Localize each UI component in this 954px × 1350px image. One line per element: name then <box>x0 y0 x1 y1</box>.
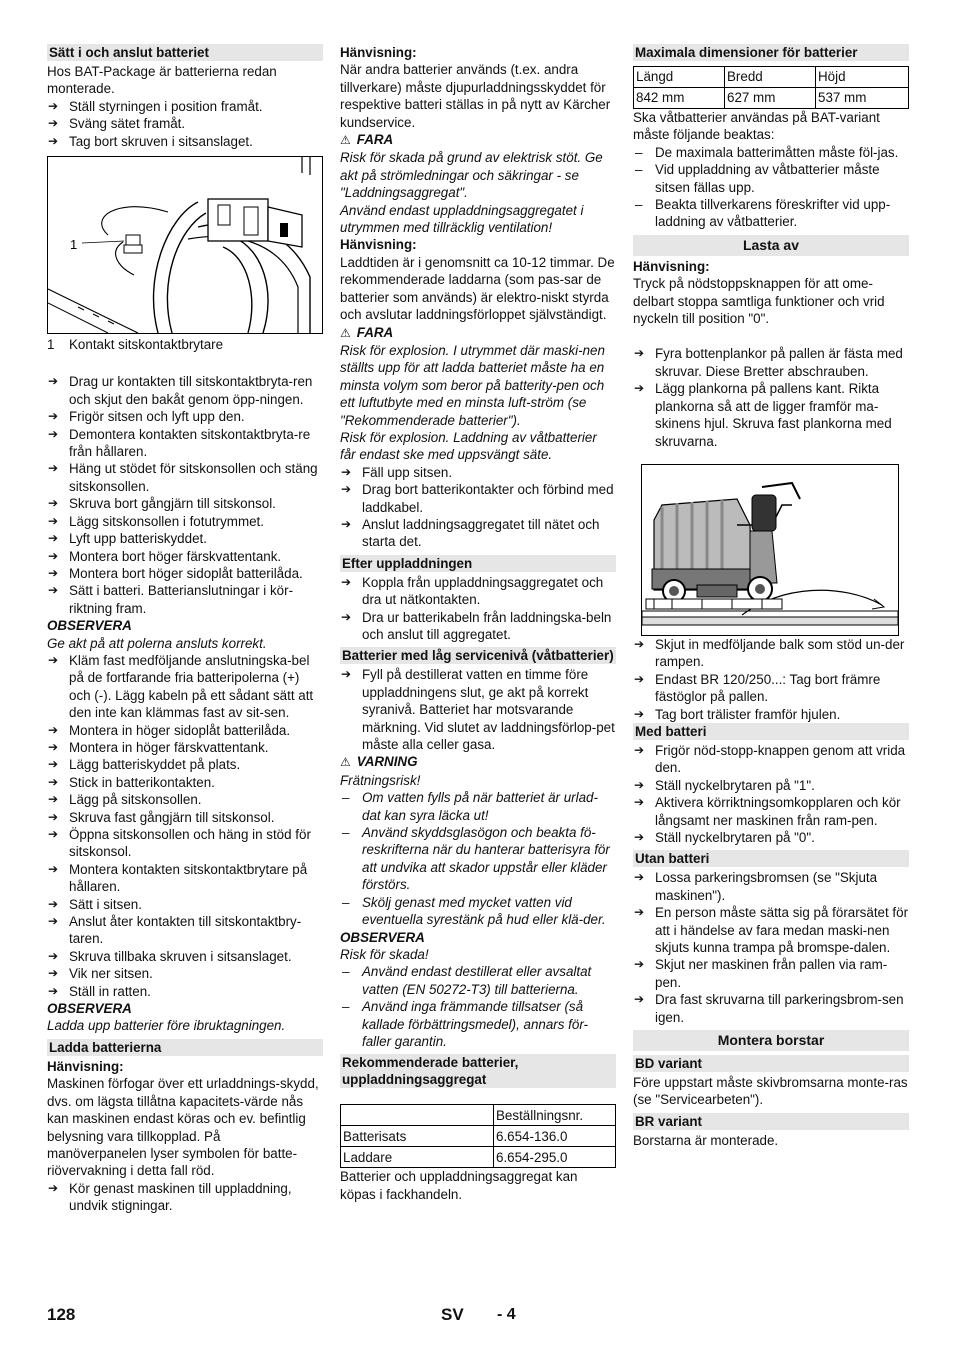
paragraph: Ska våtbatterier användas på BAT-variant måste följande beaktas: <box>633 110 880 143</box>
paragraph: Hos BAT-Package är batterierna redan monterade. <box>47 64 277 97</box>
instruction-step: ➔ Montera bort höger sidoplåt batterilåda. <box>47 565 323 582</box>
instruction-list <box>47 373 323 617</box>
instruction-step: ➔ Aktivera körriktningsomkopplaren och kör långsamt ner maskinen från ram-pen. <box>633 794 909 829</box>
instruction-step: ➔ Skruva tillbaka skruven i sitsanslaget. <box>47 948 323 965</box>
instruction-list <box>47 1180 323 1215</box>
instruction-step: ➔ Drag bort batterikontakter och förbind med laddkabel. <box>340 481 616 516</box>
section-heading: BD variant <box>633 1055 909 1072</box>
instruction-step: ➔ Anslut laddningsaggregatet till nätet och starta det. <box>340 516 616 551</box>
notice-text: Ge akt på att polerna ansluts korrekt. <box>47 635 267 651</box>
section-heading: BR variant <box>633 1113 909 1130</box>
page-subnumber: - 4 <box>497 1306 516 1323</box>
section-heading: Lasta av <box>633 235 909 256</box>
instruction-step: ➔ Lägg batteriskyddet på plats. <box>47 756 323 773</box>
instruction-step: ➔ Dra ur batterikabeln från laddningska-beln och anslut till aggregatet. <box>340 609 616 644</box>
instruction-step: ➔ Tag bort trälister framför hjulen. <box>633 706 909 723</box>
section-heading: Utan batteri <box>633 850 909 867</box>
section-heading: Efter uppladdningen <box>340 555 616 572</box>
dimensions-table <box>633 66 909 109</box>
table-cell: 6.654-136.0 <box>494 1126 616 1147</box>
section-heading: Montera borstar <box>633 1030 909 1051</box>
machine-ramp-illustration <box>642 465 898 635</box>
instruction-step: ➔ Lossa parkeringsbromsen (se "Skjuta maskinen"). <box>633 869 909 904</box>
notice-label: OBSERVERA <box>47 618 132 634</box>
instruction-step: ➔ Fäll upp sitsen. <box>340 464 616 481</box>
instruction-step: ➔ Anslut åter kontakten till sitskontaktbry-taren. <box>47 913 323 948</box>
instruction-step: ➔ Endast BR 120/250...: Tag bort främre fästöglor på pallen. <box>633 671 909 706</box>
note-label: Hänvisning: <box>340 45 417 60</box>
figure-callout-1: 1 <box>70 237 78 253</box>
seat-switch-illustration <box>48 157 322 333</box>
paragraph: Batterier och uppladdningsaggregat kan köpas i fackhandeln. <box>340 1169 578 1202</box>
instruction-step: ➔ Fyll på destillerat vatten en timme före uppladdningens slut, ge akt på korrekt syranivå. Batteriet har motsvarande märkning. Vid slutet av laddningsförlop-pet måste alla celler gasa. <box>340 666 616 753</box>
dash-list <box>340 789 616 928</box>
table-header-cell: Beställningsnr. <box>494 1105 616 1126</box>
seat-switch-figure <box>47 156 323 334</box>
table-cell: 627 mm <box>725 88 816 109</box>
notice-text: Risk för skada! <box>340 946 429 962</box>
list-item: – Beakta tillverkarens föreskrifter vid upp-laddning av våtbatterier. <box>633 196 909 231</box>
table-row <box>634 88 909 109</box>
danger-text: Risk för skada på grund av elektrisk stöt. Ge akt på strömledningar och säkringar - se "Laddningsaggregat". <box>340 150 603 201</box>
note-label: Hänvisning: <box>633 258 710 274</box>
instruction-step: ➔ Tag bort skruven i sitsanslaget. <box>47 133 323 150</box>
instruction-step: ➔ Dra fast skruvarna till parkeringsbrom-sen igen. <box>633 991 909 1026</box>
notice-label: OBSERVERA <box>47 1001 132 1017</box>
column-3 <box>633 44 909 1149</box>
column-2 <box>340 44 616 1203</box>
instruction-list <box>633 345 909 449</box>
list-item: – Skölj genast med mycket vatten vid eventuella syrestänk på hud eller klä-der. <box>340 894 616 929</box>
danger-text: Risk för explosion. I utrymmet där maski-nen ställts upp för att ladda batteriet måste ha en minsta volym som beror på batterity-pen och ett luftutbyte med en minsta luft-ström (se "Rekommenderade batterier"). <box>340 342 605 428</box>
table-cell: 537 mm <box>816 88 909 109</box>
instruction-step: ➔ Öppna sitskonsollen och häng in stöd för sitskonsol. <box>47 826 323 861</box>
instruction-step: ➔ Montera kontakten sitskontaktbrytare på hållaren. <box>47 861 323 896</box>
instruction-step: ➔ Häng ut stödet för sitskonsollen och stäng sitskonsollen. <box>47 460 323 495</box>
instruction-step: ➔ Ställ nyckelbrytaren på "0". <box>633 829 909 846</box>
warning-triangle-icon: ⚠ <box>340 755 351 770</box>
unloading-figure <box>641 464 899 636</box>
instruction-list <box>47 652 323 1000</box>
instruction-step: ➔ Drag ur kontakten till sitskontaktbryta-ren och skjut den bakåt genom öpp-ningen. <box>47 373 323 408</box>
note-label: Hänvisning: <box>47 1058 124 1074</box>
list-item: – Om vatten fylls på när batteriet är urlad-dat kan syra läcka ut! <box>340 789 616 824</box>
notice-text: Ladda upp batterier före ibruktagningen. <box>47 1018 286 1034</box>
dash-list <box>340 963 616 1050</box>
instruction-list <box>47 98 323 150</box>
note-text: När andra batterier används (t.ex. andra tillverkare) måste djupurladdningsskyddet för respektive batteri ställas in på nytt av Kärcher kundservice. <box>340 62 611 130</box>
legend-text: Kontakt sitskontaktbrytare <box>69 337 224 353</box>
danger-label: ⚠ FARA <box>340 132 394 148</box>
section-heading: Ladda batterierna <box>47 1039 323 1056</box>
danger-label: ⚠ FARA <box>340 324 394 340</box>
list-item: – Vid uppladdning av våtbatterier måste sitsen fällas upp. <box>633 161 909 196</box>
figure-legend <box>47 336 323 353</box>
list-item: – De maximala batterimåtten måste föl-jas. <box>633 144 909 161</box>
instruction-step: ➔ Kör genast maskinen till uppladdning, undvik stigningar. <box>47 1180 323 1215</box>
instruction-step: ➔ Montera in höger sidoplåt batterilåda. <box>47 722 323 739</box>
table-row <box>341 1147 616 1168</box>
instruction-step: ➔ Koppla från uppladdningsaggregatet och dra ut nätkontakten. <box>340 574 616 609</box>
instruction-step: ➔ Montera in höger färskvattentank. <box>47 739 323 756</box>
note-label: Hänvisning: <box>340 237 417 253</box>
table-header-cell: Bredd <box>725 67 816 88</box>
danger-text: Använd endast uppladdningsaggregatet i utrymmen med tillräcklig ventilation! <box>340 202 584 236</box>
instruction-step: ➔ Skjut ner maskinen från pallen via ram-pen. <box>633 956 909 991</box>
warning-triangle-icon: ⚠ <box>340 133 351 148</box>
table-header-cell: Längd <box>634 67 725 88</box>
instruction-list <box>340 666 616 753</box>
note-text: Maskinen förfogar över ett urladdnings-skydd, dvs. om lägsta tillåtna kapacitets-värde nås kan maskinen endast köras och ev. befintlig belysning vara tillkopplad. På manöverpanelen lyser symbolen för batte-riövervakning i detta fall röd. <box>47 1076 319 1179</box>
recommended-table <box>340 1104 616 1168</box>
instruction-step: ➔ Sväng sätet framåt. <box>47 115 323 132</box>
instruction-list <box>633 636 909 723</box>
instruction-step: ➔ Lägg sitskonsollen i fotutrymmet. <box>47 513 323 530</box>
instruction-step: ➔ Ställ nyckelbrytaren på "1". <box>633 777 909 794</box>
instruction-list <box>340 464 616 551</box>
list-item: – Använd inga främmande tillsatser (så kallade förbättringsmedel), annars för-faller garantin. <box>340 998 616 1050</box>
section-heading: Rekommenderade batterier, uppladdningsaggregat <box>340 1054 616 1088</box>
note-text: Tryck på nödstoppsknappen för att ome-delbart stoppa samtliga funktioner och vrid nyckeln till position "0". <box>633 276 885 327</box>
warning-triangle-icon: ⚠ <box>340 325 351 340</box>
language-code: SV <box>441 1305 464 1324</box>
dash-list <box>633 144 909 231</box>
section-heading: Maximala dimensioner för batterier <box>633 44 909 61</box>
instruction-step: ➔ Skruva bort gångjärn till sitskonsol. <box>47 495 323 512</box>
table-cell: 6.654-295.0 <box>494 1147 616 1168</box>
list-item: – Använd skyddsglasögon och beakta fö-reskrifterna när du hanterar batterisyra för att undvika att skador uppstår eller kläder förstörs. <box>340 824 616 894</box>
instruction-step: ➔ Sätt i batteri. Batterianslutningar i kör-riktning fram. <box>47 582 323 617</box>
instruction-step: ➔ Skjut in medföljande balk som stöd un-der rampen. <box>633 636 909 671</box>
instruction-step: ➔ Lägg på sitskonsollen. <box>47 791 323 808</box>
instruction-step: ➔ Kläm fast medföljande anslutningska-bel på de fortfarande fria batteripolerna (+) och (-). Lägg kabeln på ett sådant sätt att den inte kan klämmas fast av sit-sen. <box>47 652 323 722</box>
note-text: Laddtiden är i genomsnitt ca 10-12 timmar. De rekommenderade laddarna (som pas-sar de batterier som används) är elektro-niskt styrda och avslutar laddningsförloppet självständigt. <box>340 254 615 323</box>
instruction-step: ➔ Skruva fast gångjärn till sitskonsol. <box>47 809 323 826</box>
warning-text: Frätningsrisk! <box>340 772 421 788</box>
paragraph: Före uppstart måste skivbromsarna monte-ras (se "Servicearbeten"). <box>633 1075 908 1108</box>
table-header-cell <box>341 1105 494 1126</box>
instruction-list <box>633 742 909 846</box>
section-heading: Batterier med låg servicenivå (våtbatterier) <box>340 647 616 664</box>
paragraph: Borstarna är monterade. <box>633 1132 779 1148</box>
table-cell: Batterisats <box>341 1126 494 1147</box>
instruction-list <box>633 869 909 1026</box>
instruction-step: ➔ Lyft upp batteriskyddet. <box>47 530 323 547</box>
table-row <box>634 67 909 88</box>
table-row <box>341 1126 616 1147</box>
instruction-step: ➔ Vik ner sitsen. <box>47 965 323 982</box>
instruction-step: ➔ Fyra bottenplankor på pallen är fästa med skruvar. Diese Bretter abschrauben. <box>633 345 909 380</box>
instruction-step: ➔ Frigör sitsen och lyft upp den. <box>47 408 323 425</box>
table-cell: 842 mm <box>634 88 725 109</box>
legend-number: 1 <box>47 337 55 353</box>
list-item: – Använd endast destillerat eller avsaltat vatten (EN 50272-T3) till batterierna. <box>340 963 616 998</box>
section-heading: Sätt i och anslut batteriet <box>47 44 323 61</box>
instruction-step: ➔ Ställ styrningen i position framåt. <box>47 98 323 115</box>
section-heading: Med batteri <box>633 723 909 740</box>
danger-text: Risk för explosion. Laddning av våtbatterier får endast ske med uppsvängt säte. <box>340 429 597 463</box>
instruction-list <box>340 574 616 644</box>
instruction-step: ➔ Stick in batterikontakten. <box>47 774 323 791</box>
table-header-cell: Höjd <box>816 67 909 88</box>
notice-label: OBSERVERA <box>340 929 425 945</box>
table-cell: Laddare <box>341 1147 494 1168</box>
instruction-step: ➔ Demontera kontakten sitskontaktbryta-re från hållaren. <box>47 426 323 461</box>
instruction-step: ➔ En person måste sätta sig på förarsätet för att i händelse av fara medan maski-nen skjuts kunna trampa på bromspe-dalen. <box>633 904 909 956</box>
instruction-step: ➔ Montera bort höger färskvattentank. <box>47 548 323 565</box>
instruction-step: ➔ Frigör nöd-stopp-knappen genom att vrida den. <box>633 742 909 777</box>
instruction-step: ➔ Sätt i sitsen. <box>47 896 323 913</box>
column-1 <box>47 44 323 1215</box>
page-number: 128 <box>47 1305 76 1324</box>
instruction-step: ➔ Lägg plankorna på pallens kant. Rikta plankorna så att de ligger framför ma-skinens hjul. Skruva fast plankorna med skruvarna. <box>633 380 909 450</box>
instruction-step: ➔ Ställ in ratten. <box>47 983 323 1000</box>
warning-label: ⚠ VARNING <box>340 754 418 770</box>
